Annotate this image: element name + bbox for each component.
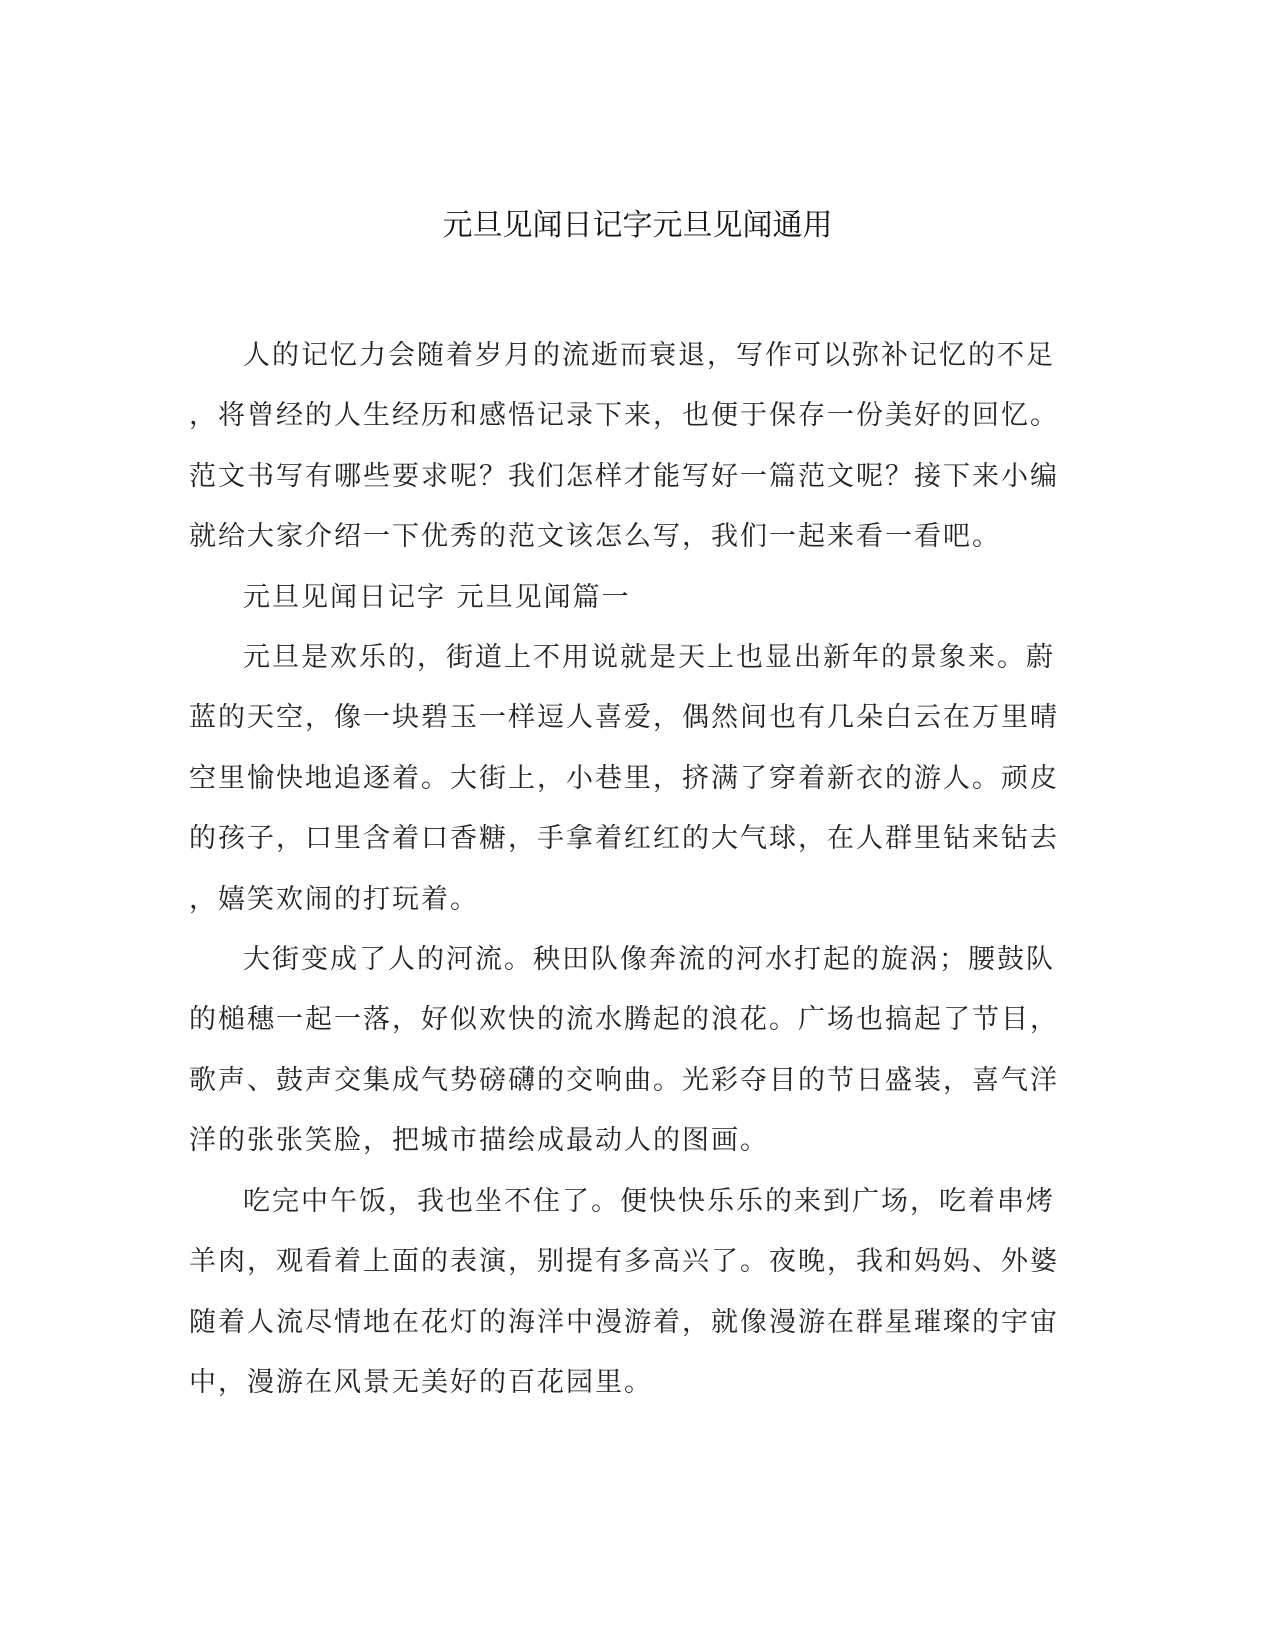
text-line: 空里愉快地追逐着。大街上，小巷里，挤满了穿着新衣的游人。顽皮 [189, 762, 1059, 794]
text-line: 元旦见闻日记字 元旦见闻篇一 [243, 581, 631, 613]
text-line: 蓝的天空，像一块碧玉一样逗人喜爱，偶然间也有几朵白云在万里晴 [189, 702, 1059, 734]
text-line: 中，漫游在风景无美好的百花园里。 [189, 1366, 653, 1398]
text-line: 歌声、鼓声交集成气势磅礴的交响曲。光彩夺目的节日盛装，喜气洋 [189, 1064, 1059, 1096]
text-line: 就给大家介绍一下优秀的范文该怎么写，我们一起来看一看吧。 [189, 521, 1001, 553]
paragraph-intro [189, 326, 1079, 568]
paragraph-1 [189, 628, 1079, 930]
text-line: 洋的张张笑脸，把城市描绘成最动人的图画。 [189, 1125, 769, 1157]
document-title: 元旦见闻日记字元旦见闻通用 [442, 208, 833, 243]
text-line: 范文书写有哪些要求呢？我们怎样才能写好一篇范文呢？接下来小编 [189, 460, 1059, 492]
document-body [189, 326, 1079, 1413]
text-line: 大街变成了人的河流。秧田队像奔流的河水打起的旋涡；腰鼓队 [243, 944, 1055, 976]
text-line: 人的记忆力会随着岁月的流逝而衰退，写作可以弥补记忆的不足 [243, 340, 1055, 371]
text-line: 的槌穗一起一落，好似欢快的流水腾起的浪花。广场也搞起了节目， [189, 1004, 1059, 1036]
paragraph-3 [189, 1172, 1079, 1414]
text-line: 元旦是欢乐的，街道上不用说就是天上也显出新年的景象来。蔚 [243, 642, 1055, 674]
text-line: 羊肉，观看着上面的表演，别提有多高兴了。夜晚，我和妈妈、外婆 [189, 1246, 1059, 1278]
text-line: 的孩子，口里含着口香糖，手拿着红红的大气球，在人群里钻来钻去 [189, 823, 1059, 855]
text-line: 吃完中午饭，我也坐不住了。便快快乐乐的来到广场，吃着串烤 [243, 1185, 1055, 1217]
section-heading [189, 568, 1079, 628]
paragraph-2 [189, 930, 1079, 1172]
text-line: ，嬉笑欢闹的打玩着。 [189, 883, 479, 915]
text-line: 随着人流尽情地在花灯的海洋中漫游着，就像漫游在群星璀璨的宇宙 [189, 1306, 1059, 1338]
text-line: ，将曾经的人生经历和感悟记录下来，也便于保存一份美好的回忆。 [189, 400, 1059, 432]
